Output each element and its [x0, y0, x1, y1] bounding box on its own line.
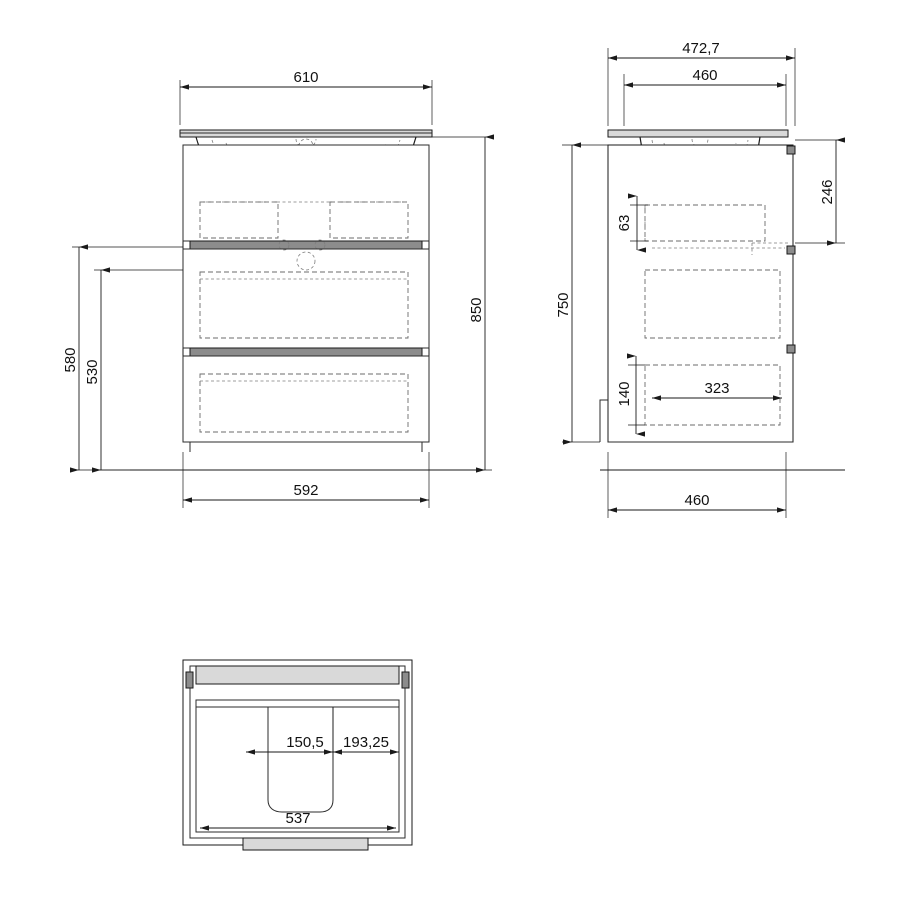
- dim-top-150-5: 150,5: [286, 734, 324, 751]
- dim-front-height-530: 530: [84, 359, 101, 385]
- dim-side-depth-460-top: 460: [692, 67, 718, 84]
- front-view: [62, 69, 492, 508]
- dim-front-height-580: 580: [62, 347, 79, 373]
- dim-top-193-25: 193,25: [343, 734, 389, 751]
- dim-side-height-750: 750: [555, 292, 572, 318]
- dim-side-323: 323: [704, 380, 730, 397]
- dim-side-depth-460-bottom: 460: [684, 492, 710, 509]
- dim-side-basin-246: 246: [819, 179, 836, 205]
- dim-front-height-total: 850: [468, 297, 485, 323]
- dim-front-width-cabinet: 592: [293, 482, 319, 499]
- dim-side-depth-total: 472,7: [682, 40, 720, 57]
- dim-side-140: 140: [616, 381, 633, 407]
- side-view: [555, 40, 845, 518]
- top-view: [183, 660, 412, 850]
- dim-top-537: 537: [285, 810, 311, 827]
- dim-front-width-top: 610: [293, 69, 319, 86]
- dim-side-63: 63: [616, 214, 633, 232]
